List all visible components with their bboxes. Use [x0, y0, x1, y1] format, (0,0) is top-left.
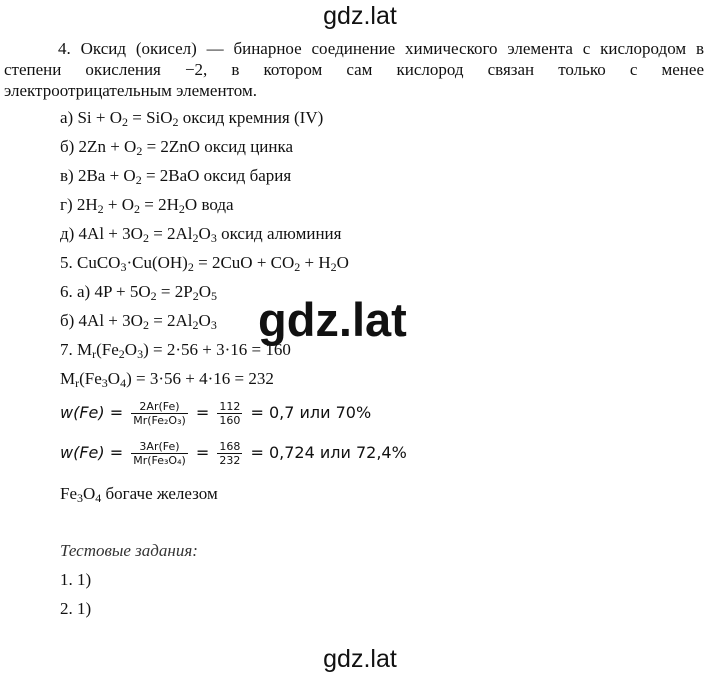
definition-line-3: электроотрицательным элементом.: [4, 81, 257, 100]
item-5-reaction: 5. $CuCO_3\cdot Cu(OH)_2 = 2CuO + CO_2 + H_2O$: [60, 253, 349, 274]
item-7-molar-mass-fe3o4: $M_r(Fe_3O_4) = 3\cdot 56 + 4\cdot 16 = 232$: [60, 369, 274, 390]
definition-line-1: 4. Оксид (окисел) — бинарное соединение химического элемента с кислородом в: [58, 39, 704, 58]
conclusion-line: $Fe_3O_4$ богаче железом: [60, 484, 218, 505]
tests-heading: Тестовые задания:: [60, 541, 198, 560]
item-7-molar-mass-fe2o3: 7. $M_r(Fe_2O_3) = 2\cdot 56 + 3\cdot 16 = 160$: [60, 340, 291, 361]
test-answer-1: 1. 1): [60, 570, 92, 589]
reaction-g: г) $2H_2 + O_2 = 2H_2O$ вода: [60, 195, 234, 216]
definition-line-2: степени окисления −2, в котором сам кислород связан только с менее: [4, 60, 704, 79]
reaction-a: а) $Si + O_2 = SiO_2$ оксид кремния (IV): [60, 108, 324, 129]
watermark-bottom: gdz.lat: [323, 645, 397, 673]
mass-fraction-formula-1: w(Fe) = $\frac{2Ar(Fe)}{\text{Mr(Fe₂O₃)}}$ = $\frac{112}{160}$ = 0,7 или 70%: [60, 400, 372, 427]
reaction-b: б) $2Zn + O_2 = 2ZnO$ оксид цинка: [60, 137, 294, 158]
test-answer-2: 2. 1): [60, 599, 92, 618]
mass-fraction-formula-2: w(Fe) = $\frac{3Ar(Fe)}{\text{Mr(Fe₃O₄)}}$ = $\frac{168}{232}$ = 0,724 или 72,4%: [60, 440, 407, 467]
reaction-d: д) $4Al + 3O_2 = 2Al_2O_3$ оксид алюминия: [60, 224, 342, 245]
item-6b-reaction: б) $4Al + 3O_2 = 2Al_2O_3$: [60, 311, 217, 332]
item-6a-reaction: 6. а) $4P + 5O_2 = 2P_2O_5$: [60, 282, 217, 303]
watermark-middle: gdz.lat: [258, 293, 407, 346]
paragraph-oxide-definition: [4, 38, 704, 101]
watermark-top: gdz.lat: [323, 2, 397, 30]
reaction-v: в) $2Ba + O_2 = 2BaO$ оксид бария: [60, 166, 292, 187]
